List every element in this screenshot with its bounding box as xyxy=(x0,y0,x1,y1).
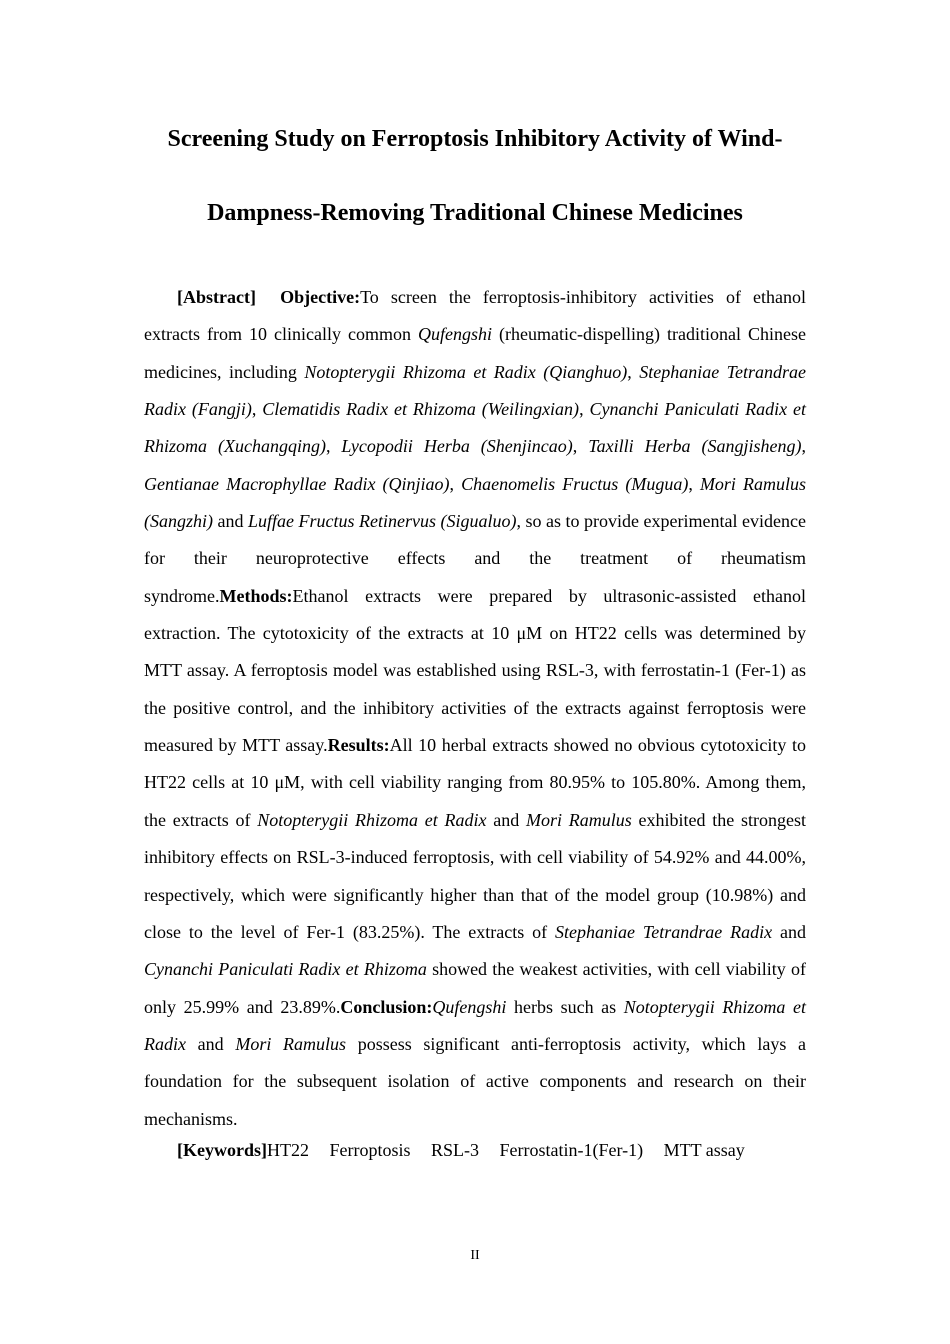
herb-name: Notopterygii Rhizoma et Radix (Qianghuo) xyxy=(304,361,628,382)
results-text: and xyxy=(772,921,806,942)
results-label: Results: xyxy=(327,735,390,756)
methods-label: Methods: xyxy=(219,585,293,606)
results-text: and xyxy=(486,809,526,830)
abstract-text: , so as to provide experimental evidence for their neuroprotective effects and the treatment of rheumatism syndrome. xyxy=(144,511,806,606)
herb-name: Stephaniae Tetrandrae Radix xyxy=(555,921,773,942)
abstract-text: , xyxy=(251,399,263,420)
conclusion-label: Conclusion: xyxy=(340,996,433,1017)
herb-name: Stephaniae Tetrandrae Radix (Fangji) xyxy=(144,361,806,420)
abstract-paragraph xyxy=(144,279,806,1138)
abstract-text: To screen the ferroptosis-inhibitory activities of ethanol extracts from 10 clinically common xyxy=(144,287,807,345)
title-line-1: Screening Study on Ferroptosis Inhibitory Activity of Wind- xyxy=(167,126,783,152)
methods-text: Ethanol extracts were prepared by ultrasonic-assisted ethanol extraction. The cytotoxicity of the extracts at 10 μM on HT22 cells was determined by MTT assay. A ferroptosis model was established using RSL-3, with ferrostatin-1 (Fer-1) as the positive control, and the inhibitory activities of the extracts against ferroptosis were measured by MTT assay. xyxy=(144,585,806,756)
abstract-text: , xyxy=(579,399,590,420)
keywords-label: [Keywords] xyxy=(177,1140,267,1160)
keyword: HT22 xyxy=(266,1140,309,1160)
herb-name: Clematidis Radix et Rhizoma (Weilingxian) xyxy=(262,399,580,420)
page-number: II xyxy=(470,1248,480,1263)
herb-name: Gentianae Macrophyllae Radix (Qinjiao) xyxy=(144,473,450,494)
keyword: Ferroptosis xyxy=(329,1140,411,1160)
herb-name: Chaenomelis Fructus (Mugua) xyxy=(461,473,689,494)
results-text: exhibited the strongest inhibitory effects on RSL-3-induced ferroptosis, with cell viability of 54.92% and 44.00%, respectively, which were significantly higher than that of the model group (10.98%) and close to the level of Fer-1 (83.25%). The extracts of xyxy=(144,809,807,942)
keyword: RSL-3 xyxy=(430,1140,479,1160)
abstract-text: , xyxy=(325,436,342,457)
herb-name: Mori Ramulus xyxy=(526,809,632,830)
conclusion-text: herbs such as xyxy=(506,996,624,1017)
abstract-text: , xyxy=(449,473,462,494)
herb-name: Mori Ramulus (Sangzhi) xyxy=(144,473,807,532)
conclusion-text: and xyxy=(186,1033,236,1054)
results-text: showed the weakest activities, with cell viability of only 25.99% and 23.89%. xyxy=(144,959,807,1017)
herb-name: Lycopodii Herba (Shenjincao) xyxy=(341,436,573,457)
abstract-text: , xyxy=(572,436,589,457)
abstract-section xyxy=(144,279,806,1138)
herb-name: Taxilli Herba (Sangjisheng) xyxy=(588,436,802,457)
herb-name: Qufengshi xyxy=(432,996,507,1017)
keyword: MTT assay xyxy=(663,1140,745,1160)
herb-name: Notopterygii Rhizoma et Radix xyxy=(144,996,807,1054)
results-text: All 10 herbal extracts showed no obvious cytotoxicity to HT22 cells at 10 μM, with cell viability ranging from 80.95% to 105.80%. Among them, the extracts of xyxy=(144,735,806,830)
keywords-line xyxy=(177,1136,761,1164)
abstract-text: , xyxy=(688,473,700,494)
title-line-2: Dampness-Removing Traditional Chinese Medicines xyxy=(207,200,743,226)
conclusion-text: possess significant anti-ferroptosis activity, which lays a foundation for the subsequent isolation of active components and research on their mechanisms. xyxy=(144,1033,807,1129)
herb-name: Mori Ramulus xyxy=(235,1033,347,1054)
herb-name: Qufengshi xyxy=(418,324,493,345)
herb-name: Cynanchi Paniculati Radix et Rhizoma xyxy=(144,959,427,980)
herb-name: Cynanchi Paniculati Radix et Rhizoma (Xuchangqing) xyxy=(144,399,807,457)
abstract-text: and xyxy=(213,511,249,532)
herb-name: Luffae Fructus Retinervus (Sigualuo) xyxy=(248,511,517,532)
abstract-text: , xyxy=(627,361,640,382)
herb-name: Notopterygii Rhizoma et Radix xyxy=(257,809,487,830)
keyword: Ferrostatin-1(Fer-1) xyxy=(499,1140,644,1160)
objective-label: Objective: xyxy=(280,287,361,307)
abstract-label: [Abstract] xyxy=(177,287,256,307)
abstract-text: (rheumatic-dispelling) traditional Chinese medicines, including xyxy=(144,324,807,382)
abstract-text: , xyxy=(801,436,807,457)
